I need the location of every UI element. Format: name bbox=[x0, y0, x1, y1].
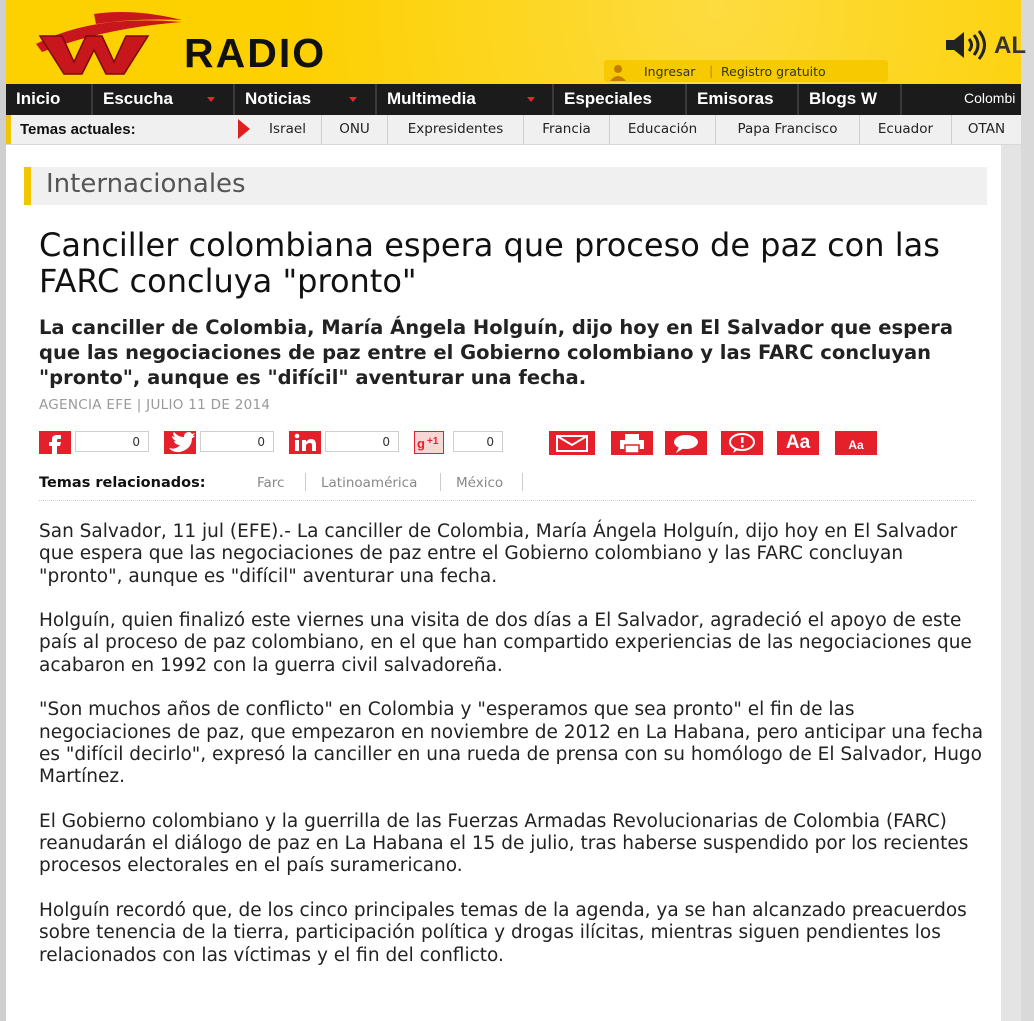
svg-text:g: g bbox=[417, 436, 425, 451]
topic-papa-francisco[interactable]: Papa Francisco bbox=[716, 115, 860, 144]
nav-item-emisoras[interactable] bbox=[687, 84, 799, 115]
topics-title: Temas actuales: bbox=[20, 121, 136, 138]
font-increase-button[interactable]: Aa bbox=[777, 431, 819, 455]
live-radio-button[interactable] bbox=[944, 28, 1034, 62]
comment-icon bbox=[665, 431, 707, 455]
main-nav bbox=[6, 84, 1021, 115]
twitter-share-button[interactable] bbox=[164, 431, 196, 454]
topic-ecuador[interactable]: Ecuador bbox=[860, 115, 952, 144]
nav-label: Noticias bbox=[245, 89, 312, 108]
topic-educacion[interactable]: Educación bbox=[610, 115, 716, 144]
nav-item-blogs[interactable] bbox=[799, 84, 902, 115]
report-button[interactable] bbox=[721, 431, 763, 455]
article-paragraph: "Son muchos años de conflicto" en Colombia y "esperamos que sea pronto" el fin de las negociaciones de paz, que empezaron en noviembre de 2012 en La Habana, pero anticipar una fecha es "difícil decirlo", expresó la canciller en una rueda de prensa con su homólogo de El Salvador, Hugo Martínez. bbox=[39, 699, 984, 788]
article-headline: Canciller colombiana espera que proceso de paz con las FARC concluya "pronto" bbox=[39, 226, 940, 300]
related-tag-latinoamerica[interactable]: Latinoamérica bbox=[321, 475, 418, 491]
googleplus-count: 0 bbox=[453, 431, 503, 452]
nav-label: Blogs W bbox=[809, 89, 877, 108]
tag-divider bbox=[440, 473, 441, 491]
nav-item-multimedia[interactable] bbox=[377, 84, 554, 115]
nav-label: Escucha bbox=[103, 89, 173, 108]
nav-item-inicio[interactable] bbox=[6, 84, 93, 115]
topic-israel[interactable]: Israel bbox=[254, 115, 322, 144]
topic-expresidentes[interactable]: Expresidentes bbox=[388, 115, 524, 144]
facebook-count: 0 bbox=[75, 431, 149, 452]
nav-item-escucha[interactable] bbox=[93, 84, 235, 115]
article-body bbox=[39, 521, 989, 989]
linkedin-count: 0 bbox=[325, 431, 399, 452]
w-logo-icon bbox=[34, 10, 184, 76]
linkedin-share-button[interactable] bbox=[289, 431, 321, 454]
article-panel bbox=[6, 145, 1001, 1021]
article-paragraph: San Salvador, 11 jul (EFE).- La canciller de Colombia, María Ángela Holguín, dijo hoy en El Salvador que espera que las negociaciones de paz entre el Gobierno colombiano y las FARC concluyan "pronto", aunque es "difícil" aventurar una fecha. bbox=[39, 521, 958, 587]
nav-item-especiales[interactable] bbox=[554, 84, 687, 115]
related-topics-title: Temas relacionados: bbox=[39, 475, 206, 491]
twitter-count: 0 bbox=[200, 431, 274, 452]
facebook-share-button[interactable] bbox=[39, 431, 71, 454]
nav-label: Multimedia bbox=[387, 89, 476, 108]
user-icon bbox=[609, 63, 627, 81]
section-title: Internacionales bbox=[46, 169, 246, 199]
speaker-icon bbox=[944, 28, 990, 62]
chevron-down-icon bbox=[207, 97, 215, 102]
topic-otan[interactable]: OTAN bbox=[967, 121, 1006, 137]
chevron-down-icon bbox=[349, 97, 357, 102]
print-button[interactable] bbox=[611, 431, 653, 455]
nav-label: Inicio bbox=[16, 89, 61, 108]
email-button[interactable] bbox=[549, 431, 595, 455]
arrow-right-icon bbox=[238, 119, 250, 139]
nav-label: Colombi bbox=[964, 90, 1016, 106]
article-byline: AGENCIA EFE | JULIO 11 DE 2014 bbox=[39, 397, 271, 413]
links-separator: | bbox=[709, 63, 714, 78]
login-link[interactable]: Ingresar bbox=[644, 64, 696, 79]
logo-radio-text: RADIO bbox=[184, 30, 327, 76]
tag-divider bbox=[305, 473, 306, 491]
svg-text:+1: +1 bbox=[427, 436, 439, 447]
related-topics bbox=[39, 472, 976, 501]
live-label: AL bbox=[994, 32, 1026, 59]
page-scroll-gutter[interactable] bbox=[1001, 145, 1021, 1021]
linkedin-icon bbox=[289, 431, 321, 454]
email-icon bbox=[549, 431, 595, 455]
w-radio-logo[interactable] bbox=[34, 10, 364, 76]
site-header bbox=[6, 0, 1026, 84]
article-paragraph: Holguín recordó que, de los cinco principales temas de la agenda, ya se han alcanzado preacuerdos sobre tenencia de la tierra, participación política y drogas ilícitas, mientras siguen pendientes los relacionados con las víctimas y el fin del conflicto. bbox=[39, 900, 967, 966]
article-lead: La canciller de Colombia, María Ángela Holguín, dijo hoy en El Salvador que espera que las negociaciones de paz entre el Gobierno colombiano y las FARC concluyan "pronto", aunque es "difícil" aventurar una fecha. bbox=[39, 316, 954, 389]
nav-item-colombia[interactable] bbox=[902, 84, 1021, 115]
google-plus-icon bbox=[415, 432, 443, 453]
font-decrease-button[interactable]: Aa bbox=[835, 431, 877, 455]
googleplus-share-button[interactable] bbox=[414, 431, 444, 454]
nav-label: Emisoras bbox=[697, 89, 774, 108]
related-tag-mexico[interactable]: México bbox=[456, 475, 504, 491]
chevron-down-icon bbox=[527, 97, 535, 102]
comment-button[interactable] bbox=[665, 431, 707, 455]
twitter-icon bbox=[164, 431, 196, 454]
article-paragraph: El Gobierno colombiano y la guerrilla de las Fuerzas Armadas Revolucionarias de Colombia (FARC) reanudarán el diálogo de paz en La Habana el 15 de julio, tras haberse suspendido por los recientes procesos electorales en el país suramericano. bbox=[39, 810, 969, 877]
nav-item-noticias[interactable] bbox=[235, 84, 377, 115]
related-tag-farc[interactable]: Farc bbox=[257, 475, 285, 491]
nav-label: Especiales bbox=[564, 89, 652, 108]
alert-bubble-icon bbox=[721, 431, 763, 455]
printer-icon bbox=[611, 431, 653, 455]
topics-accent bbox=[6, 115, 11, 144]
tag-divider bbox=[522, 473, 523, 491]
section-bar bbox=[24, 167, 987, 205]
register-link[interactable]: Registro gratuito bbox=[721, 64, 826, 79]
article-paragraph: Holguín, quien finalizó este viernes una visita de dos días a El Salvador, agradeció el apoyo de este país al proceso de paz colombiano, en el que han compartido experiencias de las negociaciones que acabaron en 1992 con la guerra civil salvadoreña. bbox=[39, 610, 972, 676]
user-links-bar bbox=[604, 60, 888, 82]
facebook-icon bbox=[39, 431, 71, 454]
topic-francia[interactable]: Francia bbox=[524, 115, 610, 144]
section-accent bbox=[24, 167, 31, 205]
topic-onu[interactable]: ONU bbox=[322, 115, 388, 144]
topics-bar bbox=[6, 115, 1021, 145]
